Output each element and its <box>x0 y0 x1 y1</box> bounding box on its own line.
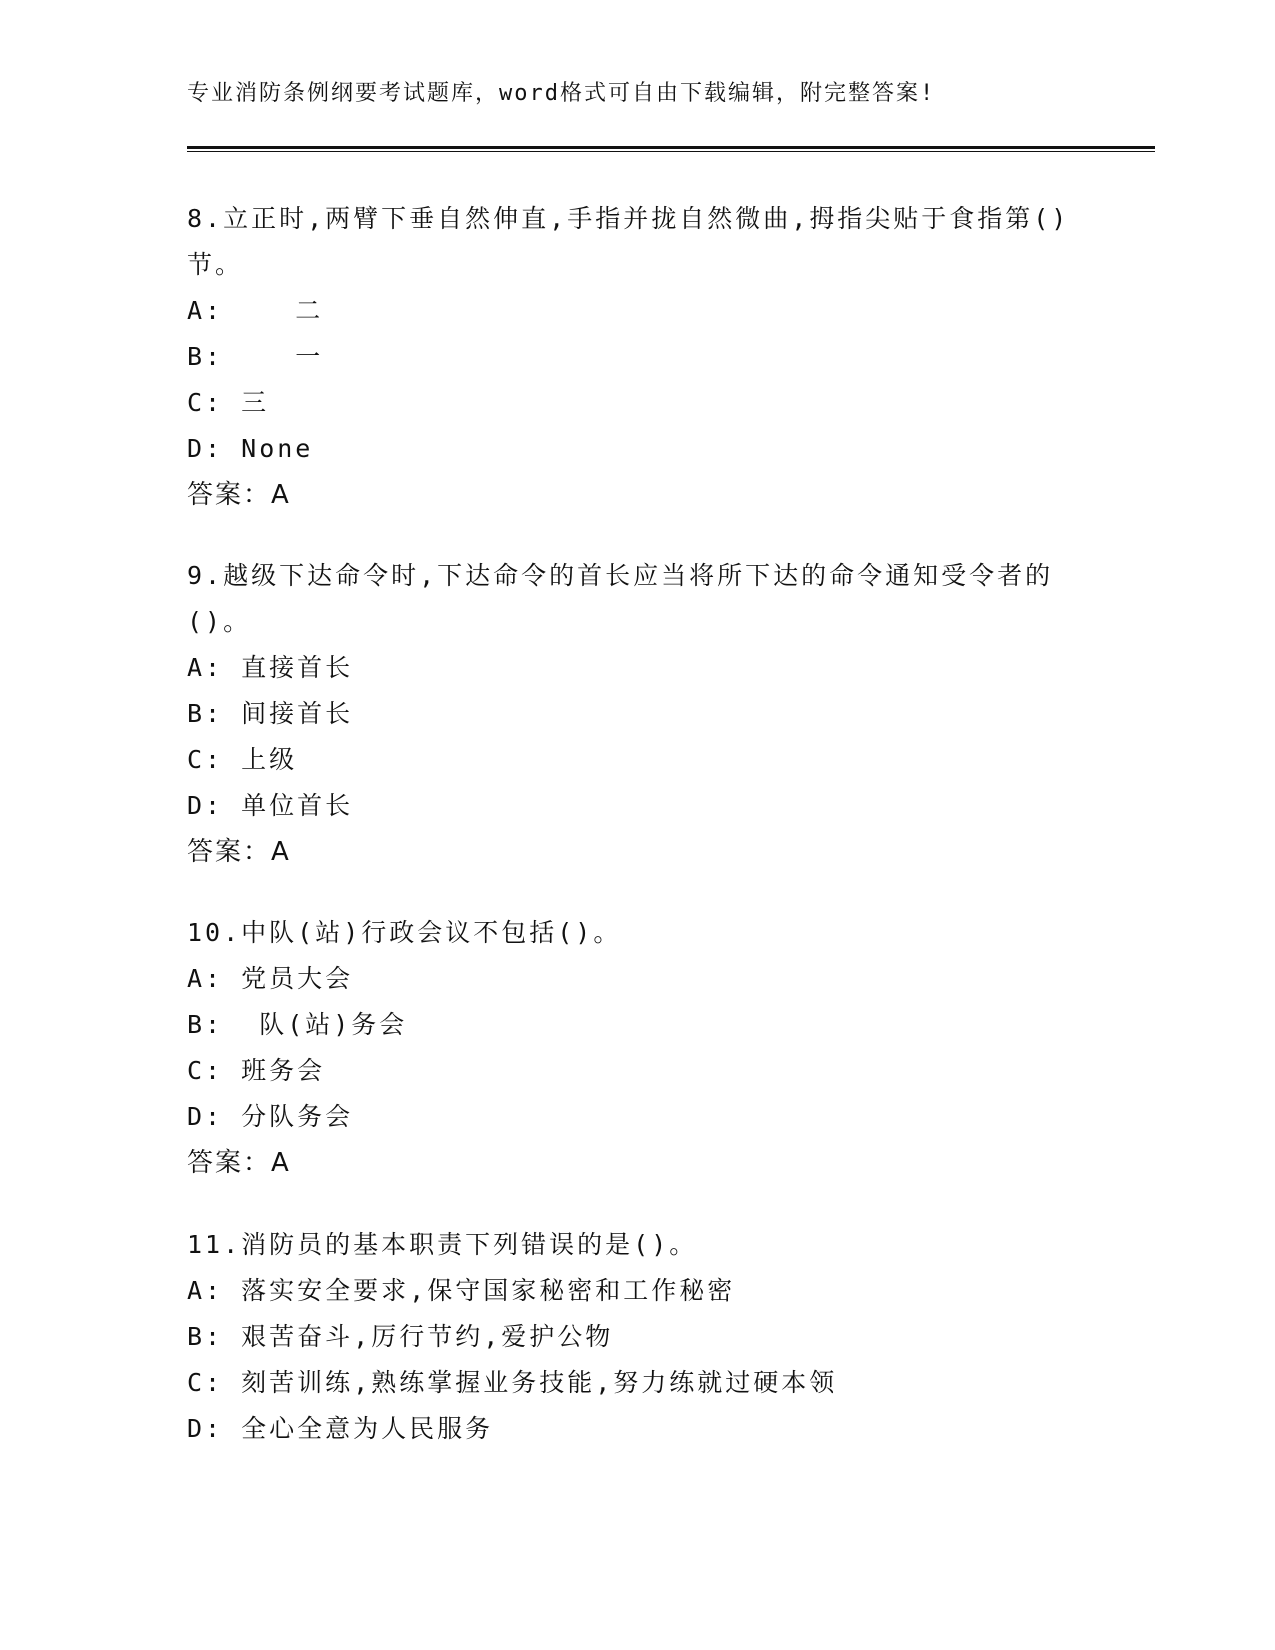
answer: 答案：A <box>187 1148 291 1178</box>
option-c: C: 三 <box>187 388 270 417</box>
option-c: C: 上级 <box>187 745 298 774</box>
answer: 答案：A <box>187 837 291 867</box>
question-stem: 11.消防员的基本职责下列错误的是()。 <box>187 1230 698 1259</box>
question-9 <box>187 553 1087 875</box>
option-d: D: 分队务会 <box>187 1102 354 1131</box>
answer: 答案：A <box>187 480 291 510</box>
option-b: B: 间接首长 <box>187 699 354 728</box>
option-c: C: 刻苦训练,熟练掌握业务技能,努力练就过硬本领 <box>187 1368 838 1397</box>
option-d: D: 单位首长 <box>187 791 354 820</box>
option-d: D: 全心全意为人民服务 <box>187 1414 494 1443</box>
question-8 <box>187 196 1087 518</box>
question-stem-cont: 节。 <box>187 250 244 279</box>
header-divider <box>187 146 1155 152</box>
document-header: 专业消防条例纲要考试题库，word格式可自由下载编辑，附完整答案! <box>187 81 936 106</box>
question-11 <box>187 1222 1087 1452</box>
option-a: A: 落实安全要求,保守国家秘密和工作秘密 <box>187 1276 736 1305</box>
question-stem: 9.越级下达命令时,下达命令的首长应当将所下达的命令通知受令者的 <box>187 561 1054 590</box>
question-10 <box>187 910 1087 1186</box>
question-stem: 10.中队(站)行政会议不包括()。 <box>187 918 622 947</box>
option-b: B: 艰苦奋斗,厉行节约,爱护公物 <box>187 1322 614 1351</box>
option-d: D: None <box>187 434 314 463</box>
option-b: B: 一 <box>187 342 324 371</box>
option-b: B: 队(站)务会 <box>187 1010 408 1039</box>
option-a: A: 二 <box>187 296 324 325</box>
question-stem-cont: ()。 <box>187 607 252 636</box>
option-a: A: 直接首长 <box>187 653 354 682</box>
question-stem: 8.立正时,两臂下垂自然伸直,手指并拢自然微曲,拇指尖贴于食指第() <box>187 204 1070 233</box>
option-c: C: 班务会 <box>187 1056 326 1085</box>
option-a: A: 党员大会 <box>187 964 354 993</box>
